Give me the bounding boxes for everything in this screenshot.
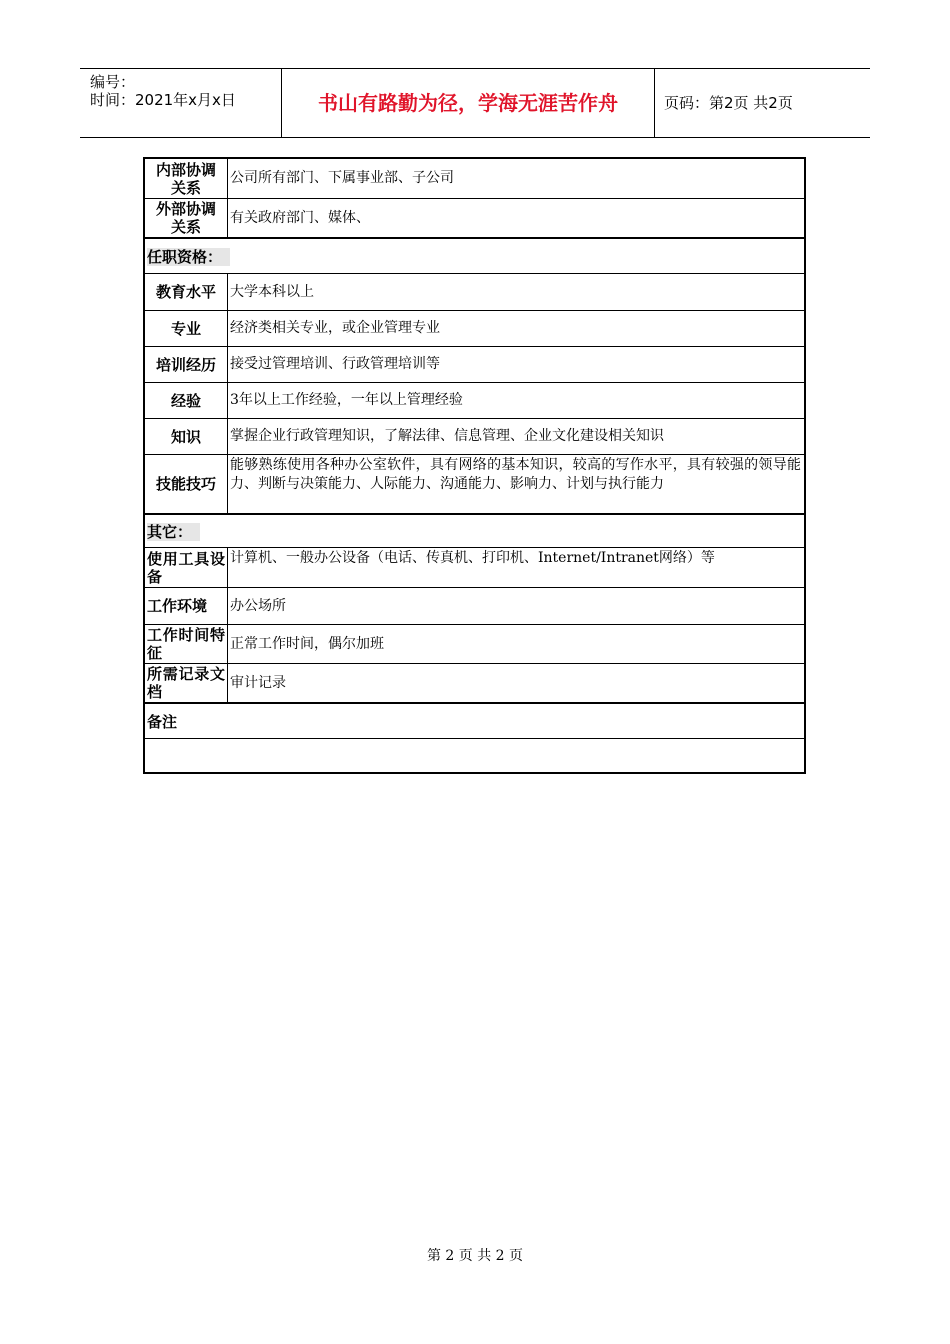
tools-value: 计算机、一般办公设备（电话、传真机、打印机、Internet/Intranet网络）等 — [230, 550, 715, 566]
skills-label: 技能技巧 — [155, 475, 216, 493]
header-motto-cell — [281, 69, 655, 137]
knowledge-label: 知识 — [170, 427, 201, 446]
document-date: 时间：2021年x月x日 — [90, 91, 236, 109]
page-header — [80, 68, 870, 138]
section-divider — [145, 237, 804, 239]
header-motto: 书山有路勤为径，学海无涯苦作舟 — [318, 91, 618, 115]
header-page-info: 页码：第2页 共2页 — [664, 94, 793, 112]
knowledge-value: 掌握企业行政管理知识，了解法律、信息管理、企业文化建设相关知识 — [230, 428, 664, 444]
work-environment-value: 办公场所 — [230, 597, 286, 614]
column-divider — [227, 273, 228, 513]
remarks-value — [147, 739, 801, 772]
row-divider — [145, 454, 804, 455]
job-description-table — [143, 157, 806, 774]
work-environment-label: 工作环境 — [147, 597, 208, 615]
column-divider — [227, 159, 228, 237]
external-relations-value: 有关政府部门、媒体、 — [230, 209, 370, 226]
records-value: 审计记录 — [230, 674, 286, 691]
experience-label: 经验 — [170, 391, 201, 410]
skills-value: 能够熟练使用各种办公室软件，具有网络的基本知识，较高的写作水平，具有较强的领导能力、判断与决策能力、人际能力、沟通能力、影响力、计划与执行能力 — [230, 457, 801, 492]
header-page-cell — [654, 69, 870, 137]
page-footer: 第 2 页 共 2 页 — [426, 1248, 524, 1264]
internal-relations-label: 内部协调关系 — [155, 160, 216, 197]
training-label: 培训经历 — [155, 355, 216, 374]
remarks-title: 备注 — [147, 713, 178, 731]
major-label: 专业 — [170, 319, 201, 338]
major-value: 经济类相关专业，或企业管理专业 — [230, 320, 440, 336]
other-title: 其它： — [147, 523, 200, 541]
section-divider — [145, 513, 804, 515]
qualifications-title: 任职资格： — [147, 248, 230, 266]
work-time-value: 正常工作时间，偶尔加班 — [230, 635, 384, 652]
training-value: 接受过管理培训、行政管理培训等 — [230, 356, 440, 372]
column-divider — [227, 547, 228, 702]
document-number: 编号： — [90, 73, 136, 91]
external-relations-label: 外部协调关系 — [155, 200, 216, 236]
experience-value: 3年以上工作经验，一年以上管理经验 — [230, 392, 463, 408]
records-label: 所需记录文档 — [147, 665, 225, 701]
section-divider — [145, 702, 804, 704]
header-meta — [80, 69, 280, 137]
education-label: 教育水平 — [155, 283, 216, 301]
row-divider — [145, 547, 804, 548]
work-time-label: 工作时间特征 — [147, 626, 225, 662]
tools-label: 使用工具设备 — [147, 549, 225, 586]
education-value: 大学本科以上 — [230, 283, 314, 300]
internal-relations-value: 公司所有部门、下属事业部、子公司 — [230, 170, 454, 186]
